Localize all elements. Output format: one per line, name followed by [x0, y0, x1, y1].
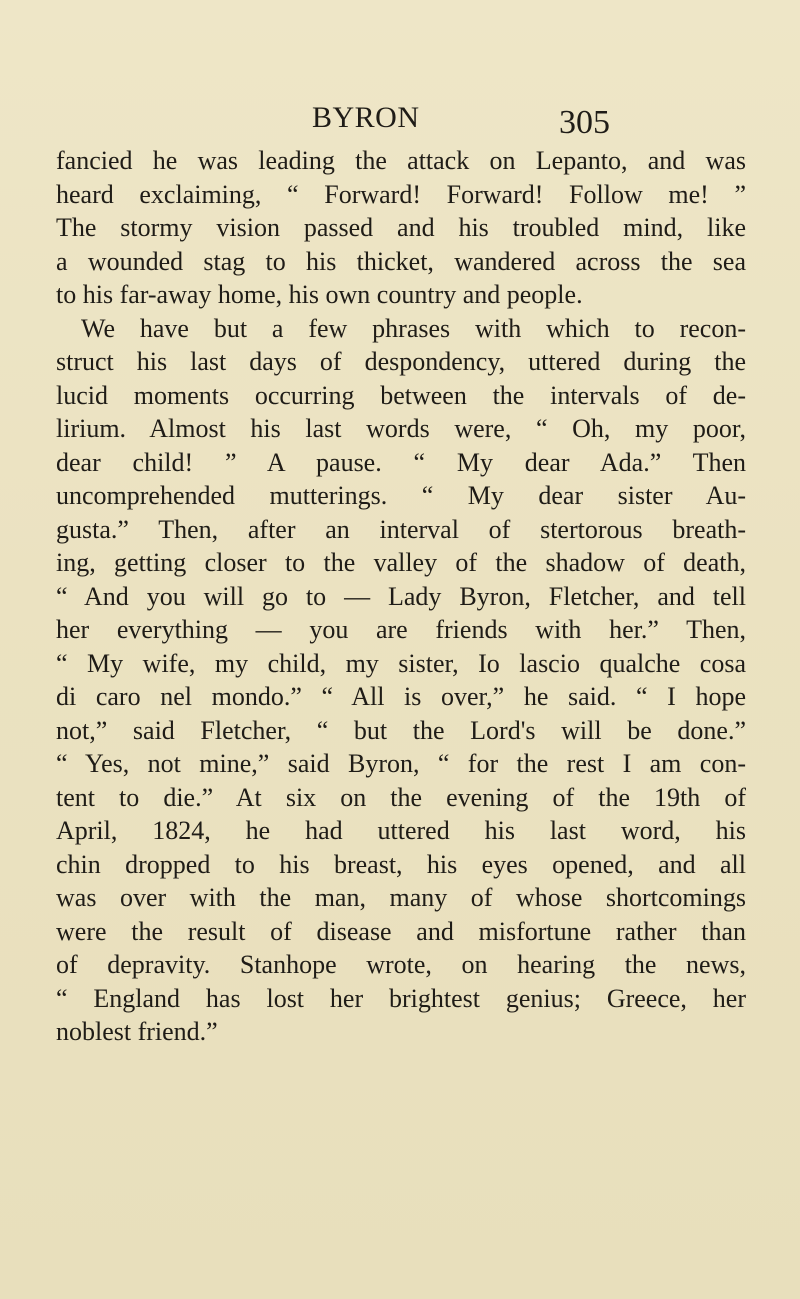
body-text — [56, 144, 746, 1049]
text-line: April, 1824, he had uttered his last word, his — [56, 816, 746, 845]
text-line: were the result of disease and misfortune rather than — [56, 916, 746, 946]
text-line: to his far-away home, his own country and people. — [56, 280, 583, 309]
text-line: a wounded stag to his thicket, wandered across the sea — [56, 246, 746, 276]
text-line: was over with the man, many of whose shortcomings — [56, 883, 746, 912]
text-line: of depravity. Stanhope wrote, on hearing the news, — [56, 950, 746, 979]
page-header — [250, 96, 610, 140]
text-line: “ My wife, my child, my sister, Io lascio qualche cosa — [56, 648, 746, 678]
text-line: lirium. Almost his last words were, “ Oh, my poor, — [56, 414, 746, 443]
text-line: heard exclaiming, “ Forward! Forward! Follow me! ” — [56, 179, 746, 209]
text-line: “ And you will go to — Lady Byron, Fletcher, and tell — [56, 581, 746, 611]
text-line: tent to die.” At six on the evening of the 19th of — [56, 782, 746, 812]
text-line: gusta.” Then, after an interval of stertorous breath- — [56, 514, 746, 544]
text-line: “ England has lost her brightest genius; Greece, her — [56, 983, 746, 1013]
text-line: noblest friend.” — [56, 1017, 218, 1046]
text-line: fancied he was leading the attack on Lepanto, and was — [56, 146, 746, 175]
text-line: We have but a few phrases with which to recon- — [81, 313, 746, 343]
running-head: BYRON — [312, 101, 420, 134]
text-line: ing, getting closer to the valley of the shadow of death, — [56, 548, 746, 577]
page-number: 305 — [559, 104, 610, 141]
text-line: uncomprehended mutterings. “ My dear sister Au- — [56, 481, 746, 510]
text-line: chin dropped to his breast, his eyes opened, and all — [56, 849, 746, 879]
text-line: “ Yes, not mine,” said Byron, “ for the rest I am con- — [56, 749, 746, 778]
text-line: lucid moments occurring between the intervals of de- — [56, 380, 746, 410]
text-line: The stormy vision passed and his troubled mind, like — [56, 213, 746, 242]
text-line: her everything — you are friends with her.” Then, — [56, 615, 746, 644]
text-line: dear child! ” A pause. “ My dear Ada.” Then — [56, 447, 746, 477]
text-line: di caro nel mondo.” “ All is over,” he said. “ I hope — [56, 682, 746, 711]
text-line: struct his last days of despondency, uttered during the — [56, 347, 746, 376]
text-line: not,” said Fletcher, “ but the Lord's will be done.” — [56, 715, 746, 745]
